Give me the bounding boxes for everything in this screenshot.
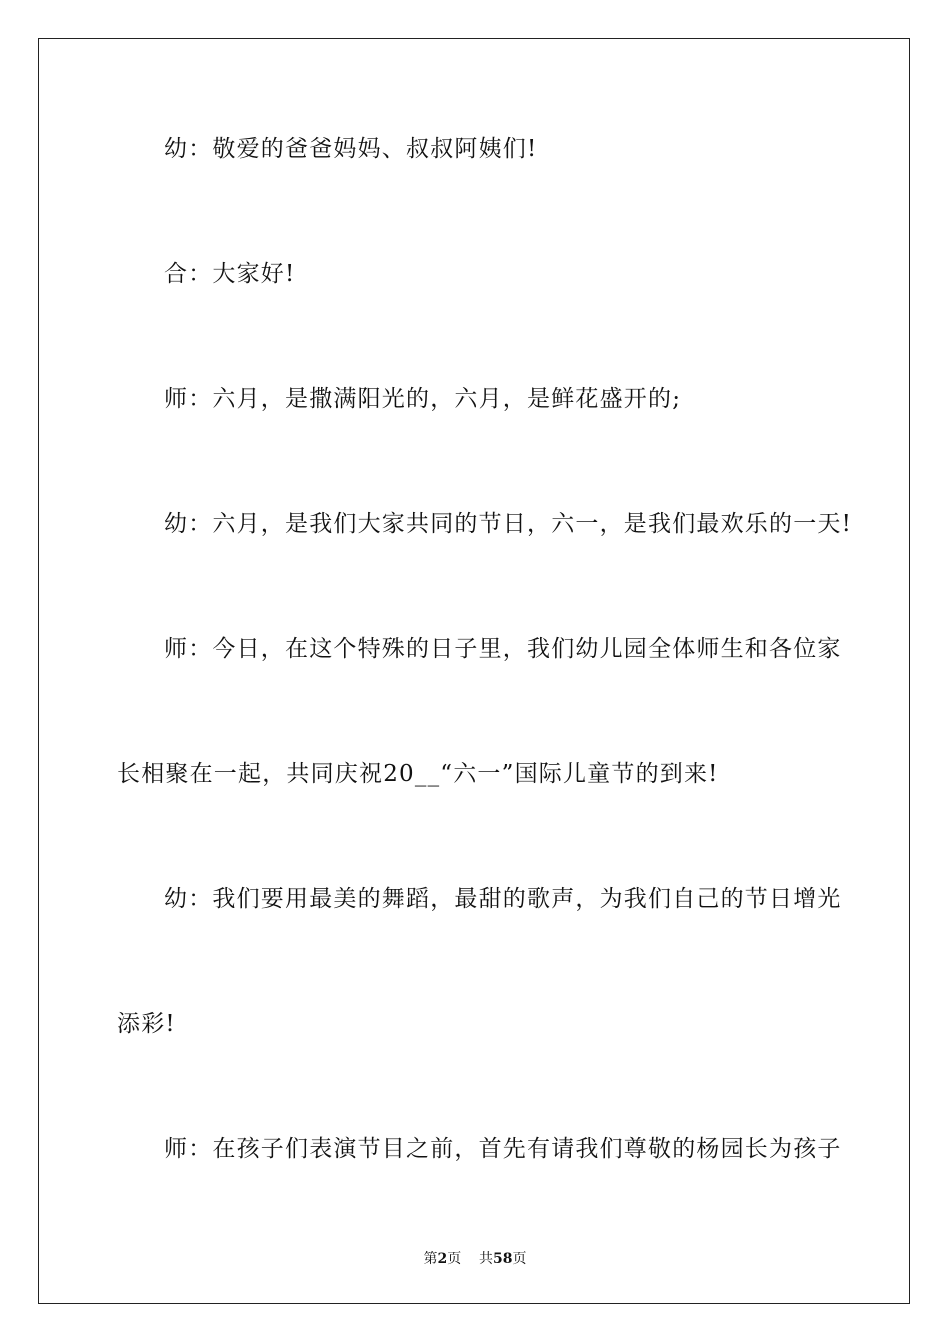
paragraph-line: 师：今日，在这个特殊的日子里，我们幼儿园全体师生和各位家 [164, 636, 842, 662]
page-footer [0, 1248, 950, 1268]
page-border [38, 38, 910, 1304]
paragraph-line: 添彩! [117, 1011, 176, 1037]
paragraph-line: 幼：我们要用最美的舞蹈，最甜的歌声，为我们自己的节日增光 [164, 886, 842, 912]
paragraph-line: 师：在孩子们表演节目之前，首先有请我们尊敬的杨园长为孩子 [164, 1136, 842, 1162]
paragraph-line: 幼：敬爱的爸爸妈妈、叔叔阿姨们! [164, 136, 538, 162]
page-number: 2 [437, 1251, 448, 1267]
page-prefix: 第 [423, 1251, 438, 1267]
total-prefix: 共 [479, 1251, 494, 1267]
paragraph-line: 师：六月，是撒满阳光的，六月，是鲜花盛开的; [164, 386, 682, 412]
page-suffix: 页 [447, 1251, 462, 1267]
paragraph-line: 合：大家好! [164, 261, 296, 287]
paragraph-line: 幼：六月，是我们大家共同的节日，六一，是我们最欢乐的一天! [164, 511, 853, 537]
total-suffix: 页 [512, 1251, 527, 1267]
total-pages: 58 [493, 1251, 513, 1267]
paragraph-line: 长相聚在一起，共同庆祝20__“六一”国际儿童节的到来! [117, 761, 719, 787]
